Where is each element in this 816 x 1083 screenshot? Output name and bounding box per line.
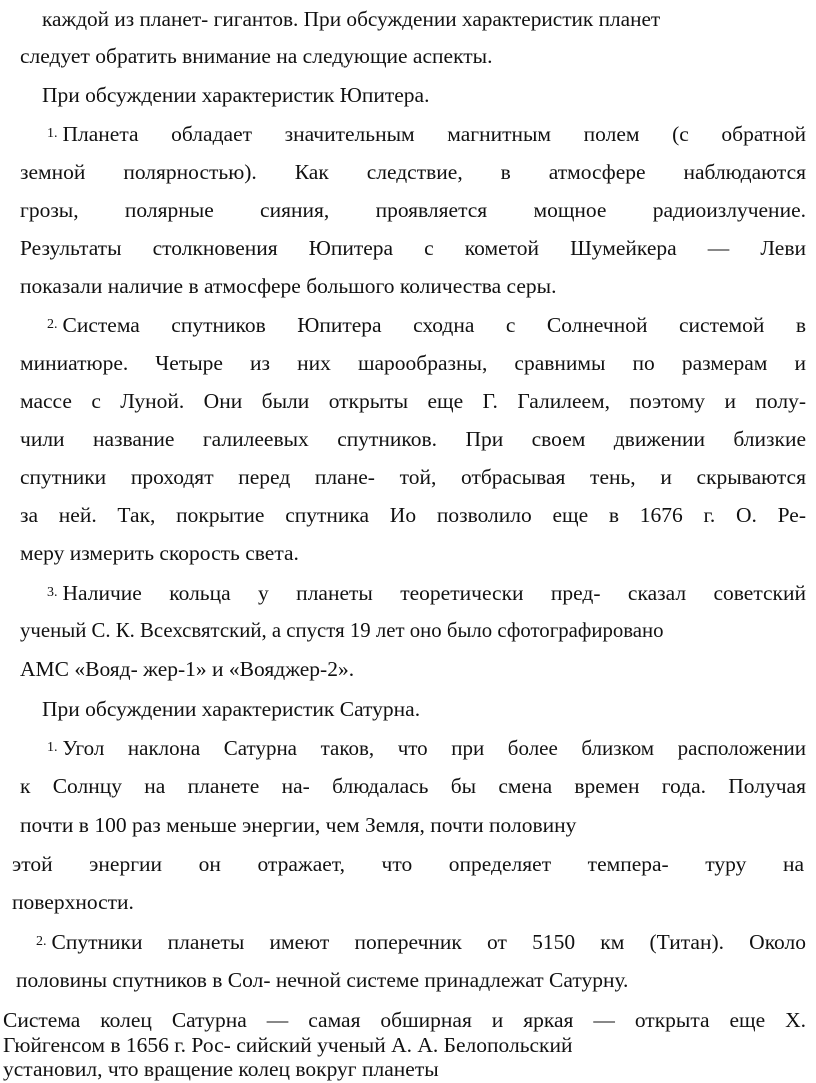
text-line: грозы, полярные сияния, проявляется мощное радиоизлучение.: [20, 198, 806, 222]
text-line: массе с Луной. Они были открыты еще Г. Галилеем, поэтому и полу-: [20, 389, 806, 413]
section-heading-saturn: При обсуждении характеристик Сатурна.: [42, 697, 421, 721]
text-line: показали наличие в атмосфере большого количества серы.: [20, 274, 557, 298]
text-line: к Солнцу на планете на- блюдалась бы смена времен года. Получая: [20, 774, 806, 798]
text-line: почти в 100 раз меньше энергии, чем Земля, почти половину: [20, 813, 577, 837]
text-line: Результаты столкновения Юпитера с кометой Шумейкера — Леви: [20, 236, 806, 260]
text-line: половины спутников в Сол- нечной системе принадлежат Сатурну.: [16, 968, 629, 992]
text-line: спутники проходят перед плане- той, отбрасывая тень, и скрываются: [20, 465, 806, 489]
text-line: меру измерить скорость света.: [20, 541, 299, 565]
text-span: Система спутников Юпитера сходна с Солнечной системой в: [62, 313, 806, 337]
text-line: Система колец Сатурна — самая обширная и яркая — открыта еще Х.: [3, 1008, 806, 1032]
list-number: 1.: [47, 740, 58, 755]
text-line: этой энергии он отражает, что определяет темпера- туру на: [12, 852, 804, 876]
list-number: 2.: [36, 934, 47, 949]
text-line: установил, что вращение колец вокруг планеты: [3, 1057, 439, 1081]
text-line: следует обратить внимание на следующие аспекты.: [20, 44, 493, 68]
list-number: 1.: [47, 126, 58, 141]
text-line: земной полярностью). Как следствие, в атмосфере наблюдаются: [20, 160, 806, 184]
text-span: Планета обладает значительным магнитным полем (с обратной: [62, 122, 806, 146]
text-line: за ней. Так, покрытие спутника Ио позволило еще в 1676 г. О. Ре-: [20, 503, 806, 527]
list-item-1-first-line: [47, 121, 806, 147]
list-item-3-first-line: [47, 580, 806, 606]
text-span: Наличие кольца у планеты теоретически пред- сказал советский: [62, 581, 806, 605]
text-line: Гюйгенсом в 1656 г. Рос- сийский ученый А. А. Белопольский: [3, 1033, 573, 1057]
text-line: чили название галилеевых спутников. При своем движении близкие: [20, 427, 806, 451]
text-line: ученый С. К. Всехсвятский, а спустя 19 лет оно было сфотографировано: [20, 619, 664, 642]
text-line: АМС «Вояд- жер-1» и «Вояджер-2».: [20, 657, 355, 681]
list-item-4-first-line: [47, 735, 806, 761]
list-number: 3.: [47, 585, 58, 600]
text-line: миниатюре. Четыре из них шарообразны, сравнимы по размерам и: [20, 351, 806, 375]
text-line: поверхности.: [12, 890, 134, 914]
list-item-5-first-line: [36, 929, 806, 955]
list-number: 2.: [47, 317, 58, 332]
text-span: Спутники планеты имеют поперечник от 5150 км (Титан). Около: [51, 930, 806, 954]
list-item-2-first-line: [47, 312, 806, 338]
text-span: Угол наклона Сатурна таков, что при более близком расположении: [62, 736, 806, 760]
section-heading-jupiter: При обсуждении характеристик Юпитера.: [42, 83, 430, 107]
text-line: каждой из планет- гигантов. При обсуждении характеристик планет: [42, 7, 661, 31]
